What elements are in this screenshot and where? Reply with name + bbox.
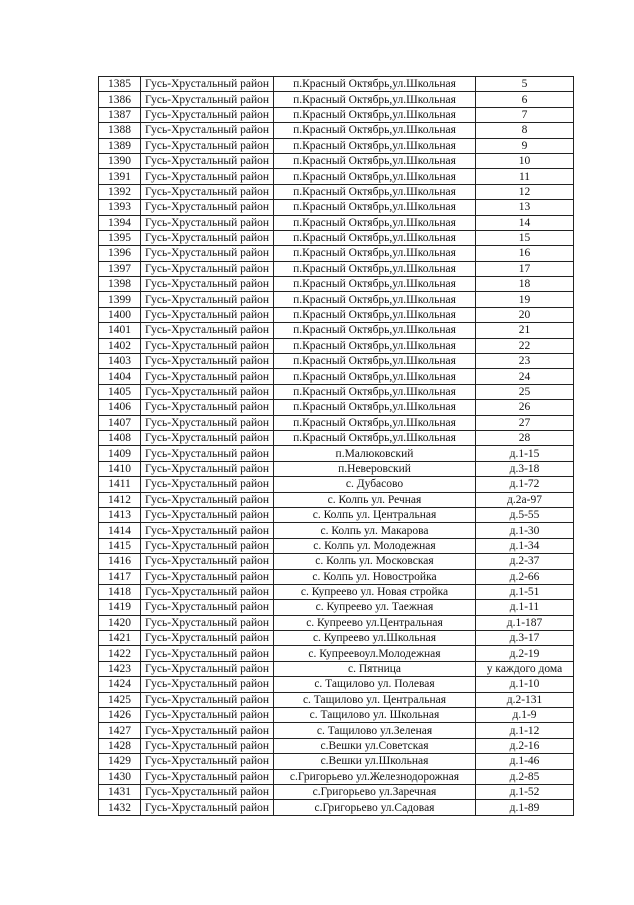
address-cell: с. Колпь ул. Московская (274, 554, 476, 569)
row-number-cell: 1417 (99, 569, 141, 584)
house-range-cell: д.2-37 (476, 554, 574, 569)
row-number-cell: 1428 (99, 738, 141, 753)
row-number-cell: 1431 (99, 784, 141, 799)
row-number-cell: 1397 (99, 261, 141, 276)
table-row (99, 523, 574, 538)
row-number-cell: 1390 (99, 153, 141, 168)
table-row (99, 215, 574, 230)
table-row (99, 292, 574, 307)
table-row (99, 569, 574, 584)
table-row (99, 307, 574, 322)
row-number-cell: 1400 (99, 307, 141, 322)
house-range-cell: д.1-34 (476, 538, 574, 553)
row-number-cell: 1394 (99, 215, 141, 230)
house-range-cell: 13 (476, 200, 574, 215)
district-cell: Гусь-Хрустальный район (141, 292, 274, 307)
house-range-cell: 16 (476, 246, 574, 261)
table-row (99, 338, 574, 353)
house-range-cell: д.1-9 (476, 708, 574, 723)
row-number-cell: 1420 (99, 615, 141, 630)
table-row (99, 461, 574, 476)
district-cell: Гусь-Хрустальный район (141, 153, 274, 168)
house-range-cell: д.3-18 (476, 461, 574, 476)
address-cell: с. Купреево ул.Центральная (274, 615, 476, 630)
row-number-cell: 1399 (99, 292, 141, 307)
house-range-cell: 24 (476, 369, 574, 384)
house-range-cell: 14 (476, 215, 574, 230)
row-number-cell: 1412 (99, 492, 141, 507)
house-range-cell: 17 (476, 261, 574, 276)
district-cell: Гусь-Хрустальный район (141, 230, 274, 245)
house-range-cell: 20 (476, 307, 574, 322)
row-number-cell: 1419 (99, 600, 141, 615)
house-range-cell: 7 (476, 107, 574, 122)
house-range-cell: д.2-19 (476, 646, 574, 661)
row-number-cell: 1406 (99, 400, 141, 415)
house-range-cell: д.2-16 (476, 738, 574, 753)
address-cell: с. Тащилово ул.Зеленая (274, 723, 476, 738)
house-range-cell: 5 (476, 77, 574, 92)
address-cell: с. Дубасово (274, 477, 476, 492)
row-number-cell: 1403 (99, 354, 141, 369)
table-row (99, 153, 574, 168)
table-row (99, 692, 574, 707)
row-number-cell: 1410 (99, 461, 141, 476)
house-range-cell: д.1-10 (476, 677, 574, 692)
house-range-cell: 19 (476, 292, 574, 307)
table-row (99, 554, 574, 569)
address-cell: с. Купреево ул. Новая стройка (274, 584, 476, 599)
district-cell: Гусь-Хрустальный район (141, 477, 274, 492)
address-cell: п.Красный Октябрь,ул.Школьная (274, 292, 476, 307)
table-row (99, 677, 574, 692)
house-range-cell: д.1-52 (476, 784, 574, 799)
table-row (99, 631, 574, 646)
district-cell: Гусь-Хрустальный район (141, 138, 274, 153)
district-cell: Гусь-Хрустальный район (141, 92, 274, 107)
table-row (99, 430, 574, 445)
house-range-cell: 26 (476, 400, 574, 415)
district-cell: Гусь-Хрустальный район (141, 631, 274, 646)
district-cell: Гусь-Хрустальный район (141, 754, 274, 769)
table-row (99, 646, 574, 661)
house-range-cell: д.1-89 (476, 800, 574, 815)
district-cell: Гусь-Хрустальный район (141, 446, 274, 461)
district-cell: Гусь-Хрустальный район (141, 261, 274, 276)
table-row (99, 107, 574, 122)
table-row (99, 800, 574, 815)
house-range-cell: д.5-55 (476, 507, 574, 522)
district-cell: Гусь-Хрустальный район (141, 677, 274, 692)
address-cell: п.Малюковский (274, 446, 476, 461)
house-range-cell: д.2-131 (476, 692, 574, 707)
row-number-cell: 1398 (99, 277, 141, 292)
row-number-cell: 1396 (99, 246, 141, 261)
row-number-cell: 1389 (99, 138, 141, 153)
table-row (99, 92, 574, 107)
address-cell: п.Неверовский (274, 461, 476, 476)
row-number-cell: 1385 (99, 77, 141, 92)
table-row (99, 538, 574, 553)
house-range-cell: 6 (476, 92, 574, 107)
table-row (99, 600, 574, 615)
row-number-cell: 1386 (99, 92, 141, 107)
table-row (99, 261, 574, 276)
row-number-cell: 1395 (99, 230, 141, 245)
district-cell: Гусь-Хрустальный район (141, 246, 274, 261)
district-cell: Гусь-Хрустальный район (141, 400, 274, 415)
table-row (99, 169, 574, 184)
district-cell: Гусь-Хрустальный район (141, 523, 274, 538)
table-row (99, 492, 574, 507)
row-number-cell: 1432 (99, 800, 141, 815)
district-cell: Гусь-Хрустальный район (141, 769, 274, 784)
address-cell: с.Вешки ул.Школьная (274, 754, 476, 769)
address-cell: п.Красный Октябрь,ул.Школьная (274, 338, 476, 353)
district-cell: Гусь-Хрустальный район (141, 538, 274, 553)
district-cell: Гусь-Хрустальный район (141, 307, 274, 322)
house-range-cell: 10 (476, 153, 574, 168)
house-range-cell: 12 (476, 184, 574, 199)
house-range-cell: 23 (476, 354, 574, 369)
house-range-cell: 27 (476, 415, 574, 430)
address-cell: п.Красный Октябрь,ул.Школьная (274, 400, 476, 415)
row-number-cell: 1425 (99, 692, 141, 707)
row-number-cell: 1387 (99, 107, 141, 122)
district-cell: Гусь-Хрустальный район (141, 507, 274, 522)
address-cell: п.Красный Октябрь,ул.Школьная (274, 384, 476, 399)
house-range-cell: д.1-187 (476, 615, 574, 630)
table-row (99, 246, 574, 261)
district-cell: Гусь-Хрустальный район (141, 200, 274, 215)
district-cell: Гусь-Хрустальный район (141, 646, 274, 661)
address-cell: с. Колпь ул. Речная (274, 492, 476, 507)
address-cell: с. Тащилово ул. Полевая (274, 677, 476, 692)
row-number-cell: 1422 (99, 646, 141, 661)
house-range-cell: д.3-17 (476, 631, 574, 646)
row-number-cell: 1414 (99, 523, 141, 538)
district-cell: Гусь-Хрустальный район (141, 784, 274, 799)
row-number-cell: 1411 (99, 477, 141, 492)
house-range-cell: 25 (476, 384, 574, 399)
district-cell: Гусь-Хрустальный район (141, 215, 274, 230)
house-range-cell: д.1-72 (476, 477, 574, 492)
house-range-cell: д.1-51 (476, 584, 574, 599)
address-cell: п.Красный Октябрь,ул.Школьная (274, 92, 476, 107)
table-row (99, 369, 574, 384)
district-cell: Гусь-Хрустальный район (141, 800, 274, 815)
address-cell: с. Купреевоул.Молодежная (274, 646, 476, 661)
table-row (99, 400, 574, 415)
row-number-cell: 1415 (99, 538, 141, 553)
table-row (99, 138, 574, 153)
district-cell: Гусь-Хрустальный район (141, 708, 274, 723)
address-cell: п.Красный Октябрь,ул.Школьная (274, 184, 476, 199)
table-row (99, 354, 574, 369)
house-range-cell: 8 (476, 123, 574, 138)
address-cell: п.Красный Октябрь,ул.Школьная (274, 261, 476, 276)
house-range-cell: д.2а-97 (476, 492, 574, 507)
row-number-cell: 1418 (99, 584, 141, 599)
house-range-cell: д.1-15 (476, 446, 574, 461)
district-cell: Гусь-Хрустальный район (141, 338, 274, 353)
house-range-cell: 15 (476, 230, 574, 245)
table-row (99, 415, 574, 430)
row-number-cell: 1405 (99, 384, 141, 399)
address-cell: п.Красный Октябрь,ул.Школьная (274, 215, 476, 230)
row-number-cell: 1421 (99, 631, 141, 646)
row-number-cell: 1393 (99, 200, 141, 215)
address-cell: п.Красный Октябрь,ул.Школьная (274, 246, 476, 261)
district-cell: Гусь-Хрустальный район (141, 554, 274, 569)
district-cell: Гусь-Хрустальный район (141, 492, 274, 507)
district-cell: Гусь-Хрустальный район (141, 615, 274, 630)
address-cell: п.Красный Октябрь,ул.Школьная (274, 200, 476, 215)
address-cell: п.Красный Октябрь,ул.Школьная (274, 107, 476, 122)
table-row (99, 738, 574, 753)
row-number-cell: 1391 (99, 169, 141, 184)
table-row (99, 323, 574, 338)
address-cell: с. Пятница (274, 661, 476, 676)
row-number-cell: 1430 (99, 769, 141, 784)
table-row (99, 661, 574, 676)
district-cell: Гусь-Хрустальный район (141, 723, 274, 738)
address-cell: с. Купреево ул. Таежная (274, 600, 476, 615)
row-number-cell: 1423 (99, 661, 141, 676)
address-cell: п.Красный Октябрь,ул.Школьная (274, 230, 476, 245)
house-range-cell: д.1-12 (476, 723, 574, 738)
district-cell: Гусь-Хрустальный район (141, 277, 274, 292)
table-row (99, 784, 574, 799)
row-number-cell: 1402 (99, 338, 141, 353)
district-cell: Гусь-Хрустальный район (141, 415, 274, 430)
row-number-cell: 1392 (99, 184, 141, 199)
row-number-cell: 1413 (99, 507, 141, 522)
address-cell: п.Красный Октябрь,ул.Школьная (274, 430, 476, 445)
row-number-cell: 1416 (99, 554, 141, 569)
row-number-cell: 1404 (99, 369, 141, 384)
address-cell: с. Тащилово ул. Школьная (274, 708, 476, 723)
table-row (99, 200, 574, 215)
address-cell: п.Красный Октябрь,ул.Школьная (274, 153, 476, 168)
address-table-body (99, 77, 574, 816)
district-cell: Гусь-Хрустальный район (141, 600, 274, 615)
district-cell: Гусь-Хрустальный район (141, 123, 274, 138)
district-cell: Гусь-Хрустальный район (141, 661, 274, 676)
table-row (99, 77, 574, 92)
address-cell: с.Григорьево ул.Садовая (274, 800, 476, 815)
table-row (99, 477, 574, 492)
row-number-cell: 1408 (99, 430, 141, 445)
address-cell: п.Красный Октябрь,ул.Школьная (274, 415, 476, 430)
house-range-cell: 18 (476, 277, 574, 292)
row-number-cell: 1429 (99, 754, 141, 769)
house-range-cell: 21 (476, 323, 574, 338)
address-cell: п.Красный Октябрь,ул.Школьная (274, 77, 476, 92)
address-cell: с.Вешки ул.Советская (274, 738, 476, 753)
row-number-cell: 1427 (99, 723, 141, 738)
district-cell: Гусь-Хрустальный район (141, 692, 274, 707)
district-cell: Гусь-Хрустальный район (141, 354, 274, 369)
table-row (99, 584, 574, 599)
table-row (99, 507, 574, 522)
district-cell: Гусь-Хрустальный район (141, 430, 274, 445)
table-row (99, 615, 574, 630)
address-cell: с. Колпь ул. Макарова (274, 523, 476, 538)
table-row (99, 769, 574, 784)
district-cell: Гусь-Хрустальный район (141, 184, 274, 199)
row-number-cell: 1407 (99, 415, 141, 430)
address-cell: с. Колпь ул. Молодежная (274, 538, 476, 553)
district-cell: Гусь-Хрустальный район (141, 569, 274, 584)
house-range-cell: д.2-85 (476, 769, 574, 784)
district-cell: Гусь-Хрустальный район (141, 323, 274, 338)
address-cell: п.Красный Октябрь,ул.Школьная (274, 169, 476, 184)
district-cell: Гусь-Хрустальный район (141, 77, 274, 92)
address-cell: п.Красный Октябрь,ул.Школьная (274, 277, 476, 292)
address-cell: п.Красный Октябрь,ул.Школьная (274, 138, 476, 153)
address-cell: п.Красный Октябрь,ул.Школьная (274, 123, 476, 138)
address-cell: с.Григорьево ул.Заречная (274, 784, 476, 799)
house-range-cell: 28 (476, 430, 574, 445)
district-cell: Гусь-Хрустальный район (141, 169, 274, 184)
house-range-cell: 9 (476, 138, 574, 153)
address-cell: с.Григорьево ул.Железнодорожная (274, 769, 476, 784)
district-cell: Гусь-Хрустальный район (141, 369, 274, 384)
address-cell: п.Красный Октябрь,ул.Школьная (274, 354, 476, 369)
district-cell: Гусь-Хрустальный район (141, 584, 274, 599)
house-range-cell: д.1-11 (476, 600, 574, 615)
house-range-cell: д.1-46 (476, 754, 574, 769)
address-cell: п.Красный Октябрь,ул.Школьная (274, 323, 476, 338)
address-cell: п.Красный Октябрь,ул.Школьная (274, 307, 476, 322)
table-row (99, 708, 574, 723)
table-row (99, 723, 574, 738)
house-range-cell: д.1-30 (476, 523, 574, 538)
table-row (99, 123, 574, 138)
row-number-cell: 1424 (99, 677, 141, 692)
table-row (99, 754, 574, 769)
row-number-cell: 1409 (99, 446, 141, 461)
district-cell: Гусь-Хрустальный район (141, 738, 274, 753)
house-range-cell: 22 (476, 338, 574, 353)
address-cell: с. Купреево ул.Школьная (274, 631, 476, 646)
row-number-cell: 1426 (99, 708, 141, 723)
table-row (99, 446, 574, 461)
house-range-cell: у каждого дома (476, 661, 574, 676)
row-number-cell: 1388 (99, 123, 141, 138)
address-cell: п.Красный Октябрь,ул.Школьная (274, 369, 476, 384)
house-range-cell: д.2-66 (476, 569, 574, 584)
address-cell: с. Тащилово ул. Центральная (274, 692, 476, 707)
address-table (98, 76, 574, 816)
district-cell: Гусь-Хрустальный район (141, 461, 274, 476)
table-row (99, 384, 574, 399)
table-row (99, 184, 574, 199)
address-cell: с. Колпь ул. Новостройка (274, 569, 476, 584)
address-cell: с. Колпь ул. Центральная (274, 507, 476, 522)
row-number-cell: 1401 (99, 323, 141, 338)
house-range-cell: 11 (476, 169, 574, 184)
table-row (99, 277, 574, 292)
district-cell: Гусь-Хрустальный район (141, 384, 274, 399)
district-cell: Гусь-Хрустальный район (141, 107, 274, 122)
table-row (99, 230, 574, 245)
